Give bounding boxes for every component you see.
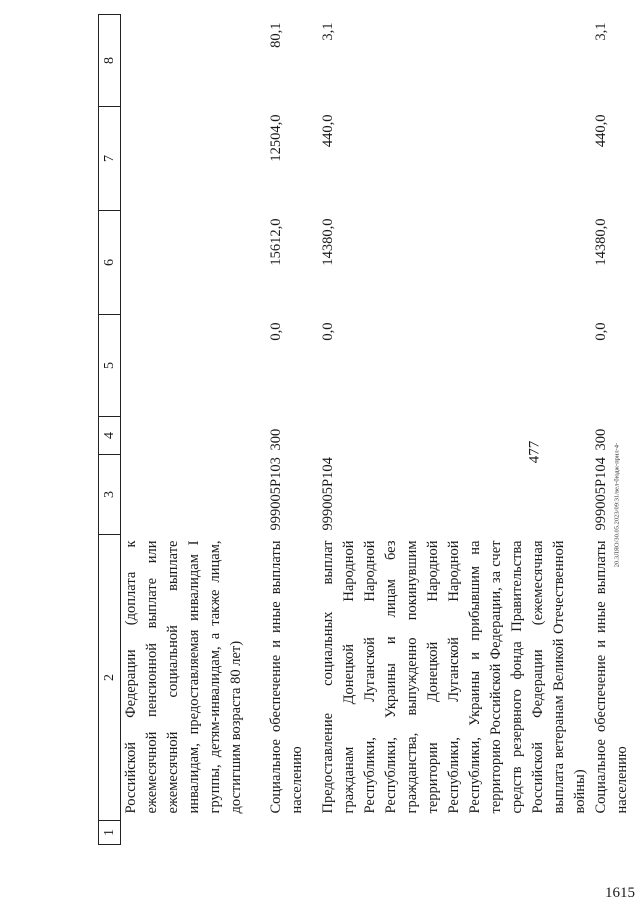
row-code: 999005Р103	[267, 457, 284, 531]
document-code: 20.3ЛЯО/30.05.2023/09:31/вел-бюдж-прил-4-	[613, 442, 621, 568]
budget-table	[98, 14, 640, 845]
row-type	[318, 417, 591, 455]
row-col7: 440,0	[319, 114, 336, 148]
page-number: 477	[526, 440, 543, 464]
footer-page-number: 1615	[605, 885, 635, 901]
row-col8: 3,1	[592, 22, 609, 41]
row-col8: 3,1	[319, 22, 336, 41]
row-col5: 0,0	[592, 322, 609, 341]
table-row	[591, 15, 640, 845]
col-header-8: 8	[99, 15, 121, 107]
table-row	[266, 15, 318, 845]
row-col5: 0,0	[319, 322, 336, 341]
row-code: 999005Р104	[592, 457, 609, 531]
col-header-6: 6	[99, 211, 121, 315]
col-header-7: 7	[99, 107, 121, 211]
row-col5: 0,0	[267, 322, 284, 341]
row-col7: 440,0	[592, 114, 609, 148]
budget-table-wrapper	[98, 15, 630, 845]
row-col6: 14380,0	[592, 218, 609, 266]
col-header-1: 1	[99, 821, 121, 845]
row-name: Социальное обеспечение и иные выплаты населению	[267, 540, 305, 814]
continued-description: Российской Федерации (доплата к ежемесячной пенсионной выплате или ежемесячной социальной выплате инвалидам, предоставляемая инвалидам I группы, детям-инвалидам, а также лицам, достигшим возраста 80 лет)	[123, 540, 244, 814]
table-row-continued	[121, 15, 266, 845]
table-row	[318, 15, 591, 845]
row-col6: 15612,0	[267, 218, 284, 266]
row-col6: 14380,0	[319, 218, 336, 266]
row-name: Социальное обеспечение и иные выплаты населению	[592, 540, 630, 814]
col-header-3: 3	[99, 455, 121, 535]
col-header-4: 4	[99, 417, 121, 455]
row-type: 300	[592, 428, 609, 451]
row-name: Предоставление социальных выплат гражданам Донецкой Народной Республики, Луганской Народной Республики, Украины и лицам без гражданства, выпужденно покинувшим территории Донецкой Народной Республики, Луганской Народной Республики, Украины и прибывшим на территорию Российской Федерации, за счет средств резервного фонда Правительства Российской Федерации (ежемесячная выплата ветеранам Великой Отечественной войны)	[319, 540, 588, 814]
row-code: 999005Р104	[319, 457, 336, 531]
row-col7: 12504,0	[267, 114, 284, 162]
col-header-2: 2	[99, 535, 121, 821]
col-header-5: 5	[99, 315, 121, 417]
row-col8: 80,1	[267, 22, 284, 48]
row-type: 300	[267, 428, 284, 451]
table-header	[99, 15, 121, 845]
